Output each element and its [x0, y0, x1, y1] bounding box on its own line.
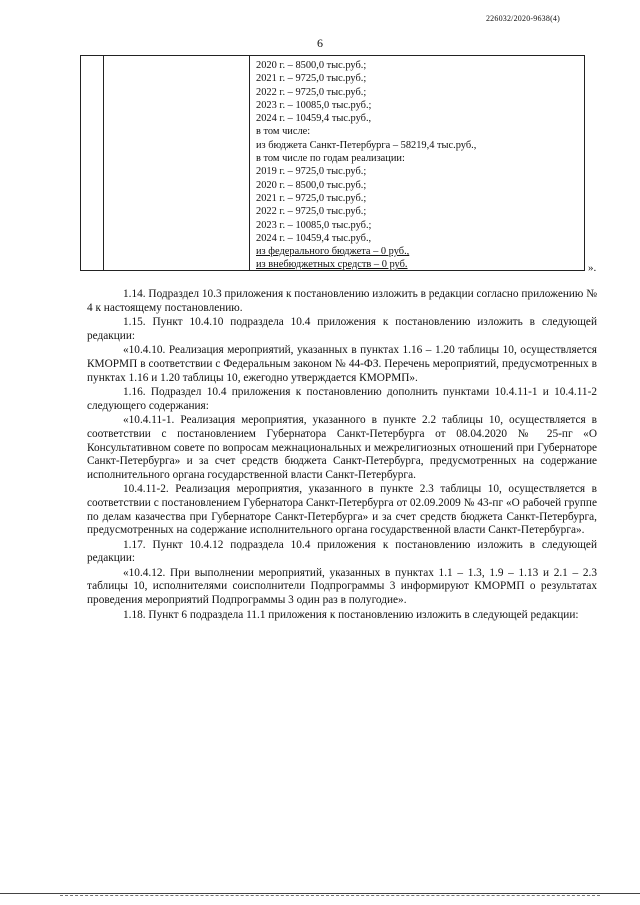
- funding-line: в том числе:: [256, 126, 311, 138]
- funding-line: 2022 г. – 9725,0 тыс.руб.;: [256, 86, 367, 98]
- document-body: [87, 288, 597, 622]
- funding-line: 2023 г. – 10085,0 тыс.руб.;: [256, 99, 372, 111]
- document-registration-number: 226032/2020-9638(4): [485, 14, 560, 23]
- funding-line: из внебюджетных средств – 0 руб.: [256, 259, 408, 271]
- paragraph-10-4-10: «10.4.10. Реализация мероприятий, указанных в пунктах 1.16 – 1.20 таблицы 10, осуществляется КМОРМП в соответствии с Федеральным законом № 44-ФЗ. Перечень мероприятий, предусмотренных в пунктах 1.16 и 1.20 таблицы 10, ежегодно утверждается КМОРМП».: [87, 344, 597, 384]
- paragraph-1-18: 1.18. Пункт 6 подраздела 11.1 приложения к постановлению изложить в следующей редакции:: [123, 608, 579, 621]
- paragraph-10-4-12: «10.4.12. При выполнении мероприятий, указанных в пунктах 1.1 – 1.3, 1.9 – 1.13 и 2.1 – 2.3 таблицы 10, исполнителями соисполнители Подпрограммы 3 информируют КМОРМП о результатах проведения мероприятий Подпрограммы 3 один раз в полугодие».: [87, 566, 597, 607]
- funding-line: 2020 г. – 8500,0 тыс.руб.;: [256, 60, 367, 71]
- funding-line: 2024 г. – 10459,4 тыс.руб.,: [256, 113, 372, 125]
- paragraph-1-16: 1.16. Подраздел 10.4 приложения к постановлению дополнить пунктами 10.4.11-1 и 10.4.11-2 следующего содержания:: [87, 386, 597, 412]
- funding-line: в том числе по годам реализации:: [256, 153, 405, 165]
- funding-amounts-cell: [256, 59, 576, 272]
- funding-line: 2021 г. – 9725,0 тыс.руб.;: [256, 192, 367, 204]
- funding-line: 2024 г. – 10459,4 тыс.руб.,: [256, 232, 372, 244]
- funding-line: 2022 г. – 9725,0 тыс.руб.;: [256, 206, 367, 218]
- funding-table: [80, 55, 585, 271]
- funding-line: из федерального бюджета – 0 руб.,: [256, 246, 410, 258]
- table-column-divider: [103, 56, 104, 270]
- funding-line: 2023 г. – 10085,0 тыс.руб.;: [256, 219, 372, 231]
- paragraph-10-4-11-2: 10.4.11-2. Реализация мероприятия, указанного в пункте 2.3 таблицы 10, осуществляется в соответствии с постановлением Губернатора Санкт-Петербурга от 02.09.2009 № 43-пг «О рабочей группе по делам казачества при Губернаторе Санкт-Петербурга» и за счет средств бюджета Санкт-Петербурга, предусмотренных на содержание исполнительного органа государственной власти Санкт-Петербурга».: [87, 483, 597, 537]
- paragraph-10-4-11-1: «10.4.11-1. Реализация мероприятия, указанного в пункте 2.2 таблицы 10, осуществляется в соответствии с постановлением Губернатора Санкт-Петербурга от 08.04.2020 № 25-пг «О Консультативном совете по вопросам межнациональных и межрелигиозных отношений при Губернаторе Санкт-Петербурга» и за счет средств бюджета Санкт-Петербурга, предусмотренных на содержание исполнительного органа государственной власти Санкт-Петербурга.: [87, 414, 597, 481]
- table-closing-quote: ».: [588, 262, 597, 274]
- page-number: 6: [317, 36, 323, 50]
- paragraph-1-14: 1.14. Подраздел 10.3 приложения к постановлению изложить в редакции согласно приложению № 4 к настоящему постановлению.: [87, 288, 597, 314]
- funding-line: из бюджета Санкт-Петербурга – 58219,4 тыс.руб.,: [256, 139, 477, 151]
- funding-line: 2020 г. – 8500,0 тыс.руб.;: [256, 179, 367, 191]
- table-column-divider: [249, 56, 250, 270]
- paragraph-1-15: 1.15. Пункт 10.4.10 подраздела 10.4 приложения к постановлению изложить в следующей редакции:: [87, 316, 597, 342]
- scan-footer-rule: [0, 893, 640, 896]
- funding-line: 2019 г. – 9725,0 тыс.руб.;: [256, 166, 367, 178]
- funding-line: 2021 г. – 9725,0 тыс.руб.;: [256, 73, 367, 85]
- paragraph-1-17: 1.17. Пункт 10.4.12 подраздела 10.4 приложения к постановлению изложить в следующей редакции:: [87, 538, 597, 565]
